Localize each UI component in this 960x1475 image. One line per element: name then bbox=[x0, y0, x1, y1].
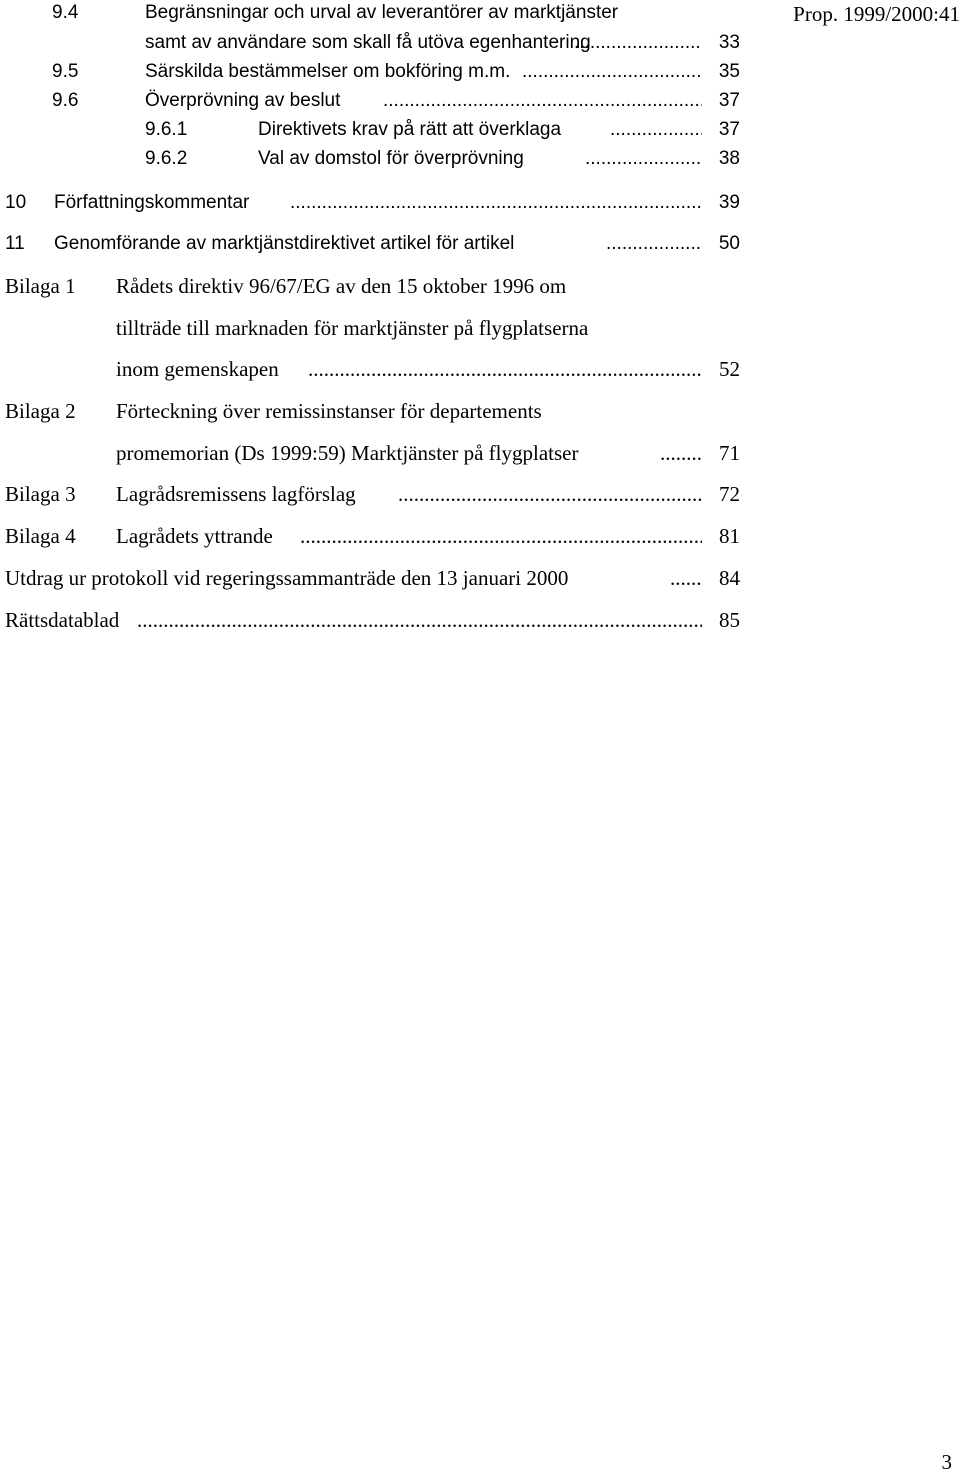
toc-number: Bilaga 4 bbox=[5, 524, 76, 548]
toc-title: Val av domstol för överprövning bbox=[258, 148, 524, 169]
toc-title: Begränsningar och urval av leverantörer av marktjänster bbox=[145, 2, 619, 23]
toc-number: 9.6 bbox=[52, 90, 79, 111]
page-number: 3 bbox=[941, 1450, 952, 1474]
toc-title: Direktivets krav på rätt att överklaga bbox=[258, 119, 562, 140]
toc-number: 10 bbox=[5, 192, 27, 213]
dot-leader bbox=[660, 440, 702, 466]
toc-title: Författningskommentar bbox=[54, 192, 250, 213]
toc-number: Bilaga 1 bbox=[5, 274, 76, 298]
toc-number: Bilaga 2 bbox=[5, 399, 76, 423]
toc-title: Överprövning av beslut bbox=[145, 90, 341, 111]
toc-title: Lagrådets yttrande bbox=[116, 524, 273, 548]
toc-page: 38 bbox=[718, 148, 740, 169]
dot-leader bbox=[670, 565, 702, 591]
toc-page: 85 bbox=[719, 608, 740, 632]
toc-page: 52 bbox=[719, 357, 740, 381]
dot-leader bbox=[574, 30, 702, 56]
document-reference: Prop. 1999/2000:41 bbox=[793, 2, 960, 26]
toc-title: Rådets direktiv 96/67/EG av den 15 oktober 1996 om bbox=[116, 274, 567, 298]
dot-leader bbox=[308, 356, 702, 382]
dot-leader bbox=[290, 190, 702, 216]
toc-title: Rättsdatablad bbox=[5, 608, 120, 632]
toc-title-continued: samt av användare som skall få utöva egenhantering bbox=[145, 32, 591, 53]
dot-leader bbox=[522, 59, 702, 85]
toc-page: 37 bbox=[718, 90, 740, 111]
dot-leader bbox=[300, 523, 702, 549]
toc-page: 72 bbox=[719, 482, 740, 506]
dot-leader bbox=[398, 481, 702, 507]
toc-page: 50 bbox=[718, 233, 740, 254]
toc-title: Särskilda bestämmelser om bokföring m.m. bbox=[145, 61, 511, 82]
toc-title: Lagrådsremissens lagförslag bbox=[116, 482, 356, 506]
dot-leader bbox=[585, 146, 702, 172]
toc-title-continued: inom gemenskapen bbox=[116, 357, 279, 381]
toc-page: 35 bbox=[718, 61, 740, 82]
dot-leader bbox=[137, 607, 702, 633]
toc-title: Förteckning över remissinstanser för departements bbox=[116, 399, 542, 423]
toc-title-continued: tillträde till marknaden för marktjänster på flygplatserna bbox=[116, 316, 589, 340]
toc-number: 9.6.1 bbox=[145, 119, 188, 140]
toc-page: 39 bbox=[718, 192, 740, 213]
toc-page: 33 bbox=[718, 32, 740, 53]
toc-page: 37 bbox=[718, 119, 740, 140]
toc-page: 71 bbox=[719, 441, 740, 465]
toc-page: 81 bbox=[719, 524, 740, 548]
toc-title: Genomförande av marktjänstdirektivet artikel för artikel bbox=[54, 233, 515, 254]
dot-leader bbox=[606, 231, 702, 257]
toc-number: Bilaga 3 bbox=[5, 482, 76, 506]
toc-number: 11 bbox=[5, 233, 25, 254]
toc-number: 9.5 bbox=[52, 61, 79, 82]
toc-page: 84 bbox=[719, 566, 740, 590]
toc-title-continued: promemorian (Ds 1999:59) Marktjänster på flygplatser bbox=[116, 441, 579, 465]
toc-title: Utdrag ur protokoll vid regeringssammanträde den 13 januari 2000 bbox=[5, 566, 569, 590]
toc-number: 9.6.2 bbox=[145, 148, 188, 169]
dot-leader bbox=[383, 88, 702, 114]
dot-leader bbox=[610, 117, 702, 143]
toc-number: 9.4 bbox=[52, 2, 79, 23]
